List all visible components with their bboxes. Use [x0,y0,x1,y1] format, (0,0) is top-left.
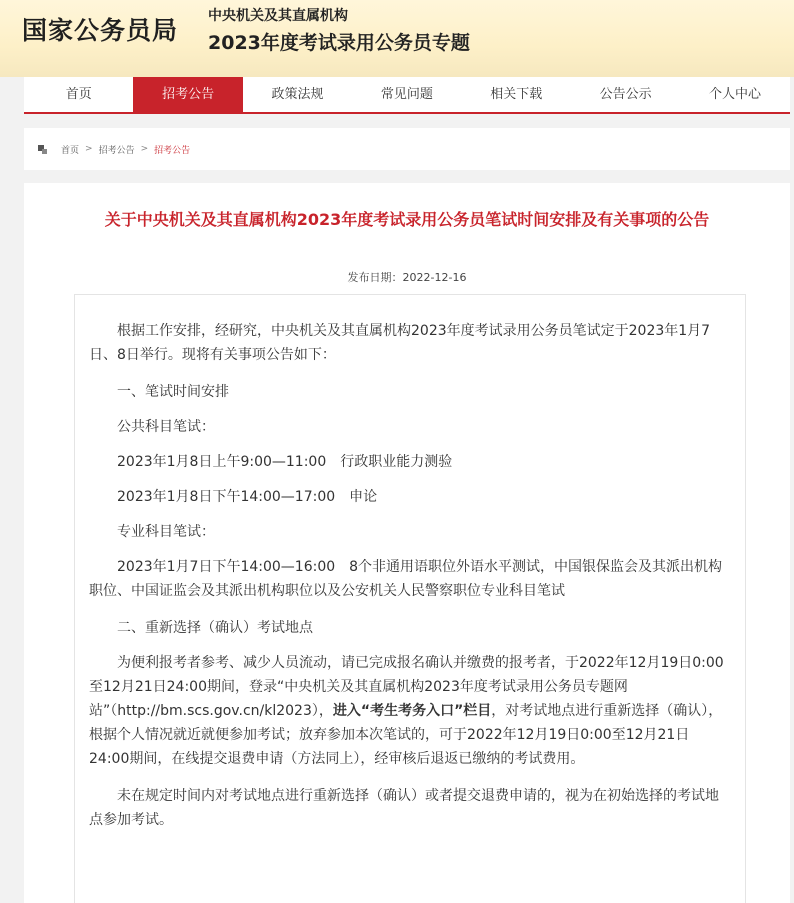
article-body [89,319,729,845]
site-header [0,0,794,77]
nav-item-announcements[interactable]: 招考公告 [133,77,242,112]
paragraph-intro: 根据工作安排，经研究，中央机关及其直属机构2023年度考试录用公务员笔试定于2023年1月7日、8日举行。现将有关事项公告如下： [89,323,711,363]
breadcrumb-announcements[interactable]: 招考公告 [98,145,135,156]
article-panel [24,183,790,903]
location-icon [38,145,47,154]
section-heading-1: 一、笔试时间安排 [117,384,229,400]
publish-date: 发布日期：2022-12-16 [347,271,467,284]
paragraph-public-exam: 公共科目笔试： [117,419,215,435]
paragraph-default-location: 未在规定时间内对考试地点进行重新选择（确认）或者提交退费申请的，视为在初始选择的考试地点参加考试。 [89,788,719,828]
nav-item-personal-center[interactable]: 个人中心 [709,87,762,102]
nav-item-home[interactable]: 首页 [65,87,92,102]
article-title: 关于中央机关及其直属机构2023年度考试录用公务员笔试时间安排及有关事项的公告 [104,210,710,229]
portal-entry-emphasis: 进入“考生考务入口”栏目 [332,703,492,719]
breadcrumb [24,128,790,170]
article-content-box [74,294,746,903]
paragraph-professional-exam: 专业科目笔试： [117,524,215,540]
breadcrumb-separator: > [85,144,93,154]
paragraph-reselect-part2: ，对考试地点进行重新选择（确认），根据个人情况就近就便参加考试；放弃参加本次笔试的，可于2022年12月19日0:00至12月21日24:00期间，在线提交退费申请（方法同上），经审核后退返已缴纳的考试费用。 [89,703,723,767]
breadcrumb-current[interactable]: 招考公告 [154,145,191,156]
breadcrumb-separator: > [140,144,149,154]
breadcrumb-home[interactable]: 首页 [61,145,80,156]
nav-item-faq[interactable]: 常见问题 [380,87,433,102]
section-heading-2: 二、重新选择（确认）考试地点 [117,620,313,636]
paragraph-exam-time-3: 2023年1月7日下午14:00—16:00 8个非通用语职位外语水平测试，中国银保监会及其派出机构职位、中国证监会及其派出机构职位以及公安机关人民警察职位专业科目笔试 [89,559,723,599]
paragraph-reselect [89,651,729,771]
site-subtitle-line1: 中央机关及其直属机构 [208,8,348,24]
nav-item-notices[interactable]: 公告公示 [599,87,652,102]
site-subtitle-line2: 2023年度考试录用公务员专题 [208,32,470,54]
nav-item-policies[interactable]: 政策法规 [271,87,324,102]
paragraph-exam-time-2: 2023年1月8日下午14:00—17:00 申论 [117,489,378,505]
site-logo[interactable]: 国家公务员局 [22,16,179,45]
paragraph-exam-time-1: 2023年1月8日上午9:00—11:00 行政职业能力测验 [117,454,453,470]
nav-item-downloads[interactable]: 相关下载 [490,87,543,102]
paragraph-reselect-part1: 为便利报考者参考、减少人员流动，请已完成报名确认并缴费的报考者，于2022年12月19日0:00至12月21日24:00期间，登录“中央机关及其直属机构2023年度考试录用公务员专题网站”（http://bm.scs.gov.cn/kl2023）， [89,655,724,719]
main-nav [24,77,790,114]
